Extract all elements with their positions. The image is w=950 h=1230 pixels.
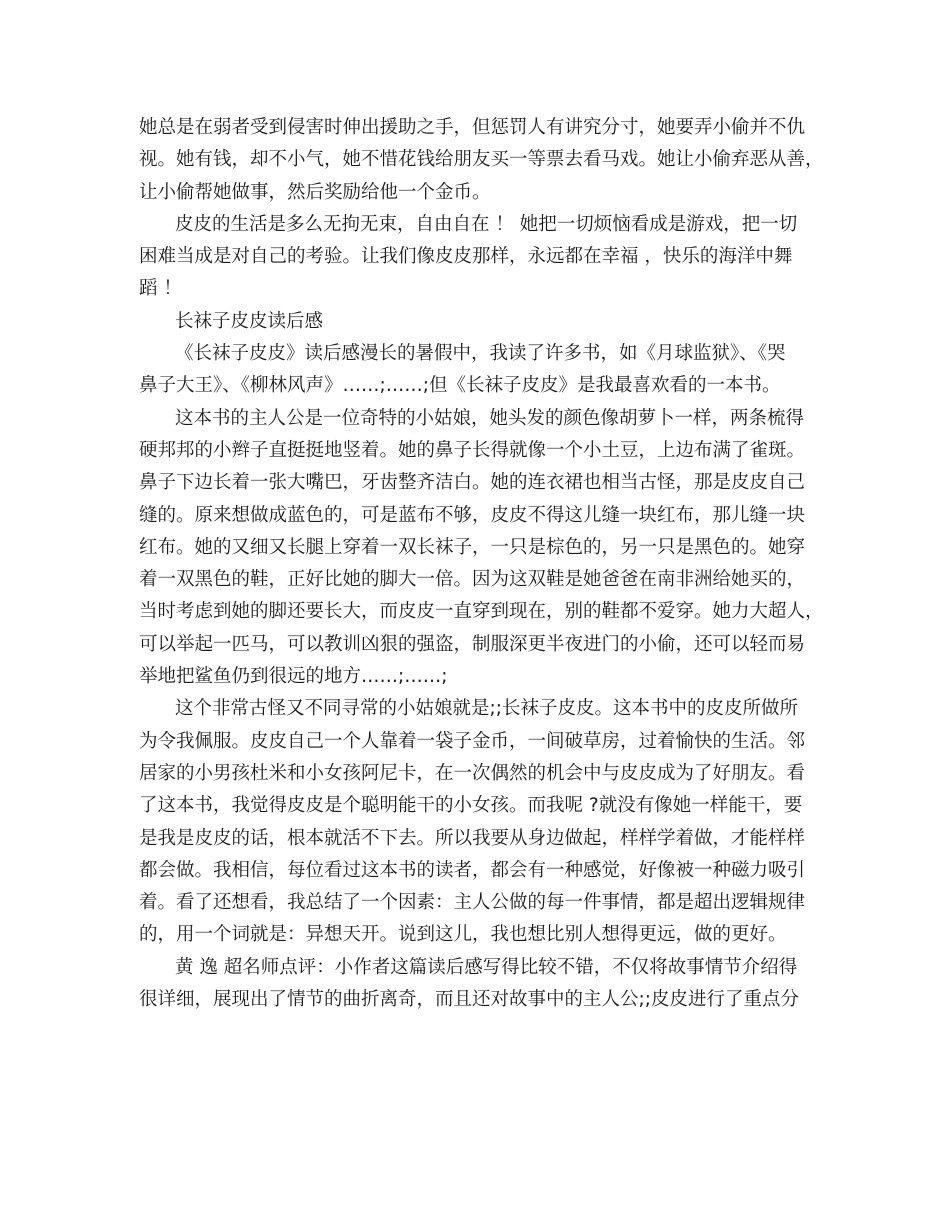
text-line: 着一双黑色的鞋，正好比她的脚大一倍。因为这双鞋是她爸爸在南非洲给她买的， bbox=[139, 569, 806, 591]
text-line: 让小偷帮她做事，然后奖励给他一个金币。 bbox=[139, 181, 491, 203]
text-line: 蹈 ！ bbox=[139, 278, 182, 300]
text-line: 她总是在弱者受到侵害时伸出援助之手，但惩罚人有讲究分寸，她要弄小偷并不仇 bbox=[139, 117, 806, 138]
text-line: 困难当成是对自己的考验。让我们像皮皮那样，永远都在幸福 ，快乐的海洋中舞 bbox=[139, 246, 793, 268]
text-line: 都会做。我相信，每位看过这本书的读者，都会有一种感觉，好像被一种磁力吸引 bbox=[139, 859, 806, 881]
text-line: 鼻子下边长着一张大嘴巴，牙齿整齐洁白。她的连衣裙也相当古怪，那是皮皮自己 bbox=[139, 472, 806, 494]
text-line: 是我是皮皮的话，根本就活不下去。所以我要从身边做起，样样学着做，才能样样 bbox=[139, 827, 806, 849]
text-line: 鼻子大王》、《柳林风声》……;……;但《长袜子皮皮》是我最喜欢看的一本书。 bbox=[139, 375, 781, 397]
body-text bbox=[139, 112, 839, 1016]
text-line: 居家的小男孩杜米和小女孩阿尼卡，在一次偶然的机会中与皮皮成为了好朋友。看 bbox=[139, 762, 806, 784]
text-line: 举地把鲨鱼仍到很远的地方……;……; bbox=[139, 666, 448, 688]
text-line: 的，用一个词就是：异想天开。说到这儿，我也想比别人想得更远，做的更好。 bbox=[139, 924, 787, 946]
text-line: 着。看了还想看，我总结了一个因素：主人公做的每一件事情，都是超出逻辑规律 bbox=[139, 892, 806, 914]
text-line: 黄 逸 超名师点评：小作者这篇读后感写得比较不错，不仅将故事情节介绍得 bbox=[175, 956, 798, 978]
text-line: 缝的。原来想做成蓝色的，可是蓝布不够，皮皮不得这儿缝一块红布，那儿缝一块 bbox=[139, 504, 806, 526]
text-line: 了这本书，我觉得皮皮是个聪明能干的小女孩。而我呢 ?就没有像她一样能干，要 bbox=[139, 795, 803, 817]
text-line: 可以举起一匹马，可以教训凶狠的强盗，制服深更半夜进门的小偷，还可以轻而易 bbox=[139, 633, 806, 655]
text-line: 很详细，展现出了情节的曲折离奇，而且还对故事中的主人公;;皮皮进行了重点分 bbox=[139, 989, 799, 1011]
text-line: 当时考虑到她的脚还要长大，而皮皮一直穿到现在，别的鞋都不爱穿。她力大超人， bbox=[139, 601, 824, 623]
text-line: 这个非常古怪又不同寻常的小姑娘就是;;长袜子皮皮。这本书中的皮皮所做所 bbox=[175, 698, 798, 720]
text-line: 皮皮的生活是多么无拘无束，自由自在 ！ 她把一切烦恼看成是游戏，把一切 bbox=[175, 213, 798, 235]
text-line: 硬邦邦的小辫子直挺挺地竖着。她的鼻子长得就像一个小土豆，上边布满了雀斑。 bbox=[139, 439, 806, 461]
text-line: 视。她有钱，却不小气，她不惜花钱给朋友买一等票去看马戏。她让小偷弃恶从善， bbox=[139, 149, 824, 171]
text-line: 《长袜子皮皮》读后感漫长的暑假中，我读了许多书，如《月球监狱》、《哭 bbox=[175, 343, 786, 365]
text-line: 长袜子皮皮读后感 bbox=[175, 310, 324, 332]
text-line: 红布。她的又细又长腿上穿着一双长袜子，一只是棕色的，另一只是黑色的。她穿 bbox=[139, 536, 806, 558]
text-line: 为令我佩服。皮皮自己一个人靠着一袋子金币，一间破草房，过着愉快的生活。邻 bbox=[139, 730, 806, 752]
text-line: 这本书的主人公是一位奇特的小姑娘，她头发的颜色像胡萝卜一样，两条梳得 bbox=[175, 407, 805, 429]
